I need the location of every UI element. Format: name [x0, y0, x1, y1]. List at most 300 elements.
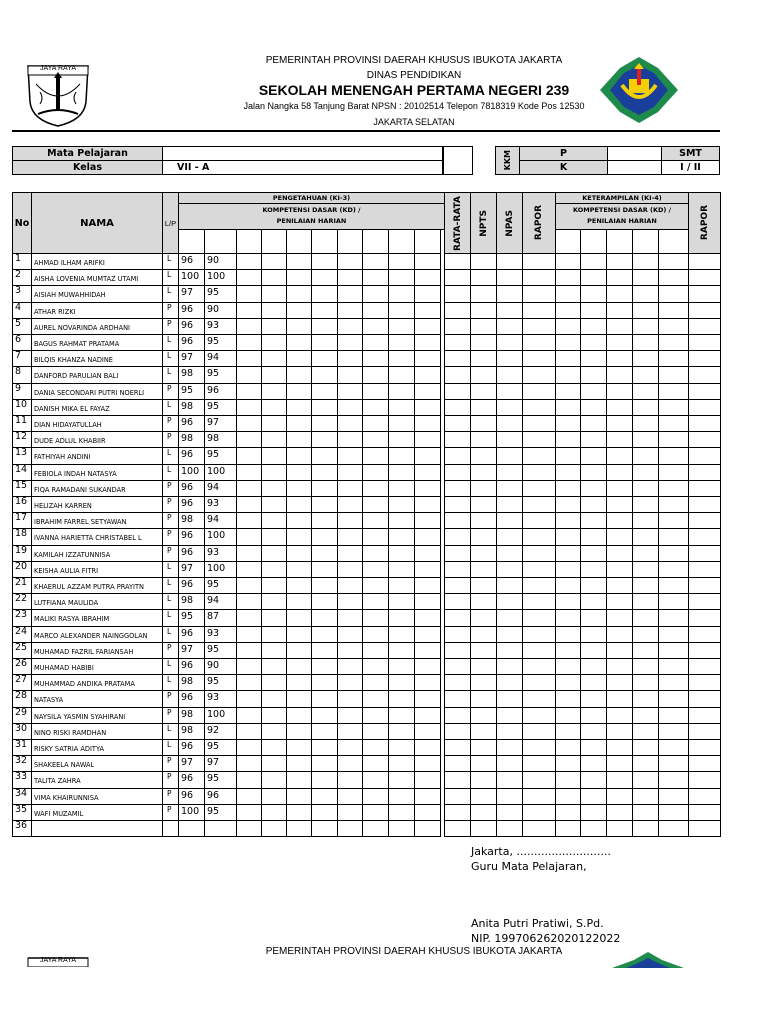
- ket-score-cell[interactable]: [658, 674, 689, 691]
- rapor-ki3-cell[interactable]: [522, 723, 556, 740]
- kd-score-cell[interactable]: [362, 512, 389, 529]
- kd-score-cell[interactable]: [236, 739, 262, 756]
- kd-score-cell[interactable]: [362, 690, 389, 708]
- kd-score-cell[interactable]: [236, 723, 262, 740]
- ket-score-cell[interactable]: [606, 674, 633, 691]
- rapor-ki3-cell[interactable]: [522, 464, 556, 481]
- npts-cell[interactable]: [470, 496, 497, 513]
- kd-score-cell[interactable]: 96: [178, 771, 205, 789]
- kd-score-cell[interactable]: [337, 318, 363, 335]
- kd-score-cell[interactable]: [311, 609, 338, 627]
- npts-cell[interactable]: [470, 723, 497, 740]
- npas-cell[interactable]: [496, 480, 523, 497]
- kd-score-cell[interactable]: [362, 496, 389, 513]
- npas-cell[interactable]: [496, 561, 523, 578]
- rapor-ki4-cell[interactable]: [688, 755, 721, 772]
- kd-score-cell[interactable]: 98: [178, 366, 205, 384]
- kd-score-cell[interactable]: [414, 820, 441, 837]
- kd-score-cell[interactable]: 96: [178, 690, 205, 708]
- kd-score-cell[interactable]: [337, 302, 363, 319]
- kd-score-cell[interactable]: [261, 545, 287, 562]
- kd-score-cell[interactable]: [261, 723, 287, 740]
- kd-score-cell[interactable]: [362, 545, 389, 562]
- ket-score-cell[interactable]: [555, 496, 581, 513]
- kd-score-cell[interactable]: [261, 788, 287, 805]
- ket-score-cell[interactable]: [658, 269, 689, 286]
- kd-score-cell[interactable]: 97: [178, 350, 205, 367]
- npas-cell[interactable]: [496, 350, 523, 367]
- npas-cell[interactable]: [496, 658, 523, 675]
- rata-rata-cell[interactable]: [444, 318, 471, 335]
- rapor-ki4-cell[interactable]: [688, 318, 721, 335]
- ket-score-cell[interactable]: [555, 285, 581, 303]
- npas-cell[interactable]: [496, 334, 523, 351]
- rata-rata-cell[interactable]: [444, 804, 471, 821]
- ket-score-cell[interactable]: [606, 480, 633, 497]
- kd-score-cell[interactable]: 95: [204, 771, 237, 789]
- kd-score-cell[interactable]: [261, 464, 287, 481]
- kd-score-cell[interactable]: 95: [178, 383, 205, 400]
- ket-score-cell[interactable]: [580, 626, 607, 643]
- kd-score-cell[interactable]: 93: [204, 496, 237, 513]
- rata-rata-cell[interactable]: [444, 269, 471, 286]
- kd-score-cell[interactable]: 97: [178, 561, 205, 578]
- ket-score-cell[interactable]: [606, 334, 633, 351]
- ket-score-cell[interactable]: [580, 334, 607, 351]
- kd-score-cell[interactable]: [261, 739, 287, 756]
- kd-score-cell[interactable]: [261, 269, 287, 286]
- kd-score-cell[interactable]: [337, 480, 363, 497]
- kd-score-cell[interactable]: [337, 253, 363, 270]
- rapor-ki4-cell[interactable]: [688, 690, 721, 708]
- kd-score-cell[interactable]: 100: [178, 804, 205, 821]
- kd-score-cell[interactable]: [311, 447, 338, 465]
- kd-score-cell[interactable]: 87: [204, 609, 237, 627]
- ket-score-cell[interactable]: [580, 642, 607, 659]
- rata-rata-cell[interactable]: [444, 820, 471, 837]
- ket-score-cell[interactable]: [658, 464, 689, 481]
- ket-score-cell[interactable]: [606, 528, 633, 546]
- ket-score-cell[interactable]: [658, 771, 689, 789]
- kd-score-cell[interactable]: [362, 609, 389, 627]
- kd-score-cell[interactable]: [388, 480, 415, 497]
- npts-cell[interactable]: [470, 593, 497, 610]
- kd-score-cell[interactable]: [236, 431, 262, 448]
- rapor-ki3-cell[interactable]: [522, 285, 556, 303]
- kd-score-cell[interactable]: [286, 626, 312, 643]
- kd-score-cell[interactable]: [236, 285, 262, 303]
- kd-score-cell[interactable]: [362, 285, 389, 303]
- ket-score-cell[interactable]: [580, 820, 607, 837]
- kd-score-cell[interactable]: [388, 415, 415, 432]
- ket-score-cell[interactable]: [632, 577, 659, 594]
- ket-score-cell[interactable]: [555, 674, 581, 691]
- kd-score-cell[interactable]: [362, 253, 389, 270]
- kd-score-cell[interactable]: [362, 707, 389, 724]
- ket-score-cell[interactable]: [658, 318, 689, 335]
- npts-cell[interactable]: [470, 464, 497, 481]
- npas-cell[interactable]: [496, 609, 523, 627]
- npas-cell[interactable]: [496, 253, 523, 270]
- kd-score-cell[interactable]: [236, 804, 262, 821]
- ket-score-cell[interactable]: [632, 771, 659, 789]
- npts-cell[interactable]: [470, 302, 497, 319]
- rapor-ki4-cell[interactable]: [688, 545, 721, 562]
- ket-score-cell[interactable]: [555, 447, 581, 465]
- kd-score-cell[interactable]: [362, 820, 389, 837]
- kd-score-cell[interactable]: [311, 366, 338, 384]
- kd-score-cell[interactable]: [236, 447, 262, 465]
- ket-score-cell[interactable]: [580, 755, 607, 772]
- ket-score-cell[interactable]: [606, 415, 633, 432]
- kd-score-cell[interactable]: [311, 642, 338, 659]
- ket-score-cell[interactable]: [580, 415, 607, 432]
- kd-score-cell[interactable]: [337, 366, 363, 384]
- rata-rata-cell[interactable]: [444, 399, 471, 416]
- rapor-ki4-cell[interactable]: [688, 528, 721, 546]
- rapor-ki3-cell[interactable]: [522, 447, 556, 465]
- kd-score-cell[interactable]: [337, 626, 363, 643]
- rata-rata-cell[interactable]: [444, 690, 471, 708]
- npas-cell[interactable]: [496, 739, 523, 756]
- rata-rata-cell[interactable]: [444, 788, 471, 805]
- kd-score-cell[interactable]: 96: [178, 528, 205, 546]
- kd-score-cell[interactable]: 96: [178, 739, 205, 756]
- kd-score-cell[interactable]: [414, 626, 441, 643]
- kkm-k-value[interactable]: [607, 160, 662, 175]
- npas-cell[interactable]: [496, 285, 523, 303]
- mata-pelajaran-value[interactable]: [162, 146, 443, 161]
- ket-score-cell[interactable]: [555, 480, 581, 497]
- npas-cell[interactable]: [496, 674, 523, 691]
- npas-cell[interactable]: [496, 399, 523, 416]
- kd-score-cell[interactable]: [337, 804, 363, 821]
- kd-score-cell[interactable]: [311, 480, 338, 497]
- ket-score-cell[interactable]: [632, 820, 659, 837]
- ket-score-cell[interactable]: [580, 285, 607, 303]
- ket-score-cell[interactable]: [606, 545, 633, 562]
- ket-score-cell[interactable]: [555, 788, 581, 805]
- rapor-ki3-cell[interactable]: [522, 707, 556, 724]
- rapor-ki3-cell[interactable]: [522, 771, 556, 789]
- ket-score-cell[interactable]: [632, 561, 659, 578]
- npas-cell[interactable]: [496, 642, 523, 659]
- kd-score-cell[interactable]: [414, 366, 441, 384]
- kd-score-cell[interactable]: [236, 690, 262, 708]
- rapor-ki4-cell[interactable]: [688, 269, 721, 286]
- kd-score-cell[interactable]: 100: [204, 528, 237, 546]
- kd-score-cell[interactable]: [414, 269, 441, 286]
- ket-score-cell[interactable]: [658, 480, 689, 497]
- rapor-ki3-cell[interactable]: [522, 269, 556, 286]
- kd-score-cell[interactable]: [236, 561, 262, 578]
- kd-score-cell[interactable]: 96: [204, 383, 237, 400]
- kd-score-cell[interactable]: [414, 658, 441, 675]
- ket-score-cell[interactable]: [555, 415, 581, 432]
- kd-score-cell[interactable]: [311, 545, 338, 562]
- ket-score-cell[interactable]: [606, 350, 633, 367]
- kd-score-cell[interactable]: [286, 366, 312, 384]
- npas-cell[interactable]: [496, 804, 523, 821]
- ket-score-cell[interactable]: [632, 755, 659, 772]
- kd-score-cell[interactable]: [388, 318, 415, 335]
- kd-score-cell[interactable]: [236, 399, 262, 416]
- ket-score-cell[interactable]: [658, 788, 689, 805]
- kd-score-cell[interactable]: [311, 561, 338, 578]
- ket-score-cell[interactable]: [555, 334, 581, 351]
- kd-score-cell[interactable]: [311, 674, 338, 691]
- kd-score-cell[interactable]: [337, 431, 363, 448]
- ket-score-cell[interactable]: [658, 366, 689, 384]
- ket-score-cell[interactable]: [580, 399, 607, 416]
- rapor-ki4-cell[interactable]: [688, 480, 721, 497]
- kd-score-cell[interactable]: [311, 464, 338, 481]
- kd-score-cell[interactable]: [261, 415, 287, 432]
- rapor-ki4-cell[interactable]: [688, 415, 721, 432]
- kd-score-cell[interactable]: 96: [178, 480, 205, 497]
- kd-score-cell[interactable]: [286, 593, 312, 610]
- ket-score-cell[interactable]: [580, 431, 607, 448]
- npas-cell[interactable]: [496, 447, 523, 465]
- kd-score-cell[interactable]: [261, 577, 287, 594]
- rapor-ki4-cell[interactable]: [688, 626, 721, 643]
- kd-score-cell[interactable]: 95: [204, 739, 237, 756]
- kd-score-cell[interactable]: [362, 366, 389, 384]
- kd-score-cell[interactable]: 100: [204, 561, 237, 578]
- rapor-ki3-cell[interactable]: [522, 593, 556, 610]
- kd-score-cell[interactable]: [236, 593, 262, 610]
- npts-cell[interactable]: [470, 253, 497, 270]
- kd-score-cell[interactable]: [236, 480, 262, 497]
- kd-score-cell[interactable]: [261, 383, 287, 400]
- ket-score-cell[interactable]: [580, 447, 607, 465]
- npas-cell[interactable]: [496, 269, 523, 286]
- rata-rata-cell[interactable]: [444, 480, 471, 497]
- kd-score-cell[interactable]: [414, 350, 441, 367]
- kd-score-cell[interactable]: [236, 496, 262, 513]
- kd-score-cell[interactable]: 97: [178, 285, 205, 303]
- kd-score-cell[interactable]: [362, 788, 389, 805]
- kd-score-cell[interactable]: [414, 431, 441, 448]
- kd-score-cell[interactable]: [388, 253, 415, 270]
- kd-score-cell[interactable]: [388, 577, 415, 594]
- kd-score-cell[interactable]: [362, 383, 389, 400]
- kd-score-cell[interactable]: 96: [204, 788, 237, 805]
- ket-score-cell[interactable]: [555, 464, 581, 481]
- kd-score-cell[interactable]: [362, 269, 389, 286]
- kd-score-cell[interactable]: 98: [178, 399, 205, 416]
- kd-score-cell[interactable]: [337, 609, 363, 627]
- rata-rata-cell[interactable]: [444, 593, 471, 610]
- rapor-ki4-cell[interactable]: [688, 285, 721, 303]
- kd-score-cell[interactable]: 90: [204, 658, 237, 675]
- ket-score-cell[interactable]: [580, 383, 607, 400]
- kd-score-cell[interactable]: 96: [178, 496, 205, 513]
- kd-score-cell[interactable]: [414, 447, 441, 465]
- kd-score-cell[interactable]: [236, 707, 262, 724]
- ket-score-cell[interactable]: [606, 804, 633, 821]
- kd-score-cell[interactable]: [286, 383, 312, 400]
- rata-rata-cell[interactable]: [444, 447, 471, 465]
- kd-score-cell[interactable]: [362, 399, 389, 416]
- kd-score-cell[interactable]: [337, 383, 363, 400]
- rapor-ki4-cell[interactable]: [688, 302, 721, 319]
- rata-rata-cell[interactable]: [444, 431, 471, 448]
- kd-score-cell[interactable]: [261, 496, 287, 513]
- ket-score-cell[interactable]: [658, 528, 689, 546]
- kd-score-cell[interactable]: [261, 771, 287, 789]
- kd-score-cell[interactable]: 95: [178, 609, 205, 627]
- rapor-ki3-cell[interactable]: [522, 642, 556, 659]
- ket-score-cell[interactable]: [632, 447, 659, 465]
- kd-score-cell[interactable]: [236, 383, 262, 400]
- kd-score-cell[interactable]: [261, 431, 287, 448]
- ket-score-cell[interactable]: [580, 804, 607, 821]
- kd-score-cell[interactable]: [261, 626, 287, 643]
- ket-score-cell[interactable]: [580, 788, 607, 805]
- ket-score-cell[interactable]: [606, 285, 633, 303]
- ket-score-cell[interactable]: [632, 642, 659, 659]
- ket-score-cell[interactable]: [606, 723, 633, 740]
- ket-score-cell[interactable]: [658, 658, 689, 675]
- rapor-ki3-cell[interactable]: [522, 415, 556, 432]
- kd-score-cell[interactable]: 94: [204, 593, 237, 610]
- kd-score-cell[interactable]: 93: [204, 690, 237, 708]
- kd-score-cell[interactable]: [261, 561, 287, 578]
- npas-cell[interactable]: [496, 383, 523, 400]
- kd-score-cell[interactable]: [388, 545, 415, 562]
- ket-score-cell[interactable]: [580, 269, 607, 286]
- kd-score-cell[interactable]: [337, 269, 363, 286]
- rapor-ki4-cell[interactable]: [688, 464, 721, 481]
- ket-score-cell[interactable]: [658, 399, 689, 416]
- npas-cell[interactable]: [496, 755, 523, 772]
- npas-cell[interactable]: [496, 771, 523, 789]
- ket-score-cell[interactable]: [632, 626, 659, 643]
- kd-score-cell[interactable]: 95: [204, 285, 237, 303]
- npts-cell[interactable]: [470, 804, 497, 821]
- ket-score-cell[interactable]: [606, 755, 633, 772]
- kd-score-cell[interactable]: [337, 674, 363, 691]
- kd-score-cell[interactable]: [414, 302, 441, 319]
- kd-score-cell[interactable]: [362, 723, 389, 740]
- rata-rata-cell[interactable]: [444, 658, 471, 675]
- kd-score-cell[interactable]: [362, 334, 389, 351]
- ket-score-cell[interactable]: [580, 771, 607, 789]
- kd-score-cell[interactable]: [414, 285, 441, 303]
- rapor-ki3-cell[interactable]: [522, 399, 556, 416]
- ket-score-cell[interactable]: [555, 609, 581, 627]
- kd-score-cell[interactable]: 93: [204, 318, 237, 335]
- rapor-ki3-cell[interactable]: [522, 626, 556, 643]
- kd-score-cell[interactable]: [261, 674, 287, 691]
- kd-score-cell[interactable]: [414, 804, 441, 821]
- kd-score-cell[interactable]: [388, 788, 415, 805]
- kd-score-cell[interactable]: [414, 690, 441, 708]
- kd-score-cell[interactable]: [362, 658, 389, 675]
- kd-score-cell[interactable]: 97: [178, 755, 205, 772]
- kd-score-cell[interactable]: [236, 674, 262, 691]
- kd-score-cell[interactable]: [362, 528, 389, 546]
- npts-cell[interactable]: [470, 658, 497, 675]
- ket-score-cell[interactable]: [632, 350, 659, 367]
- kd-score-cell[interactable]: [362, 755, 389, 772]
- kd-score-cell[interactable]: [261, 253, 287, 270]
- ket-score-cell[interactable]: [606, 788, 633, 805]
- kd-score-cell[interactable]: [286, 334, 312, 351]
- kkm-p-value[interactable]: [607, 146, 662, 161]
- kd-score-cell[interactable]: 90: [204, 253, 237, 270]
- rata-rata-cell[interactable]: [444, 415, 471, 432]
- rapor-ki3-cell[interactable]: [522, 383, 556, 400]
- ket-score-cell[interactable]: [658, 642, 689, 659]
- kd-score-cell[interactable]: [388, 302, 415, 319]
- rapor-ki3-cell[interactable]: [522, 528, 556, 546]
- rata-rata-cell[interactable]: [444, 512, 471, 529]
- kd-score-cell[interactable]: [388, 674, 415, 691]
- kd-score-cell[interactable]: [337, 658, 363, 675]
- rapor-ki4-cell[interactable]: [688, 577, 721, 594]
- kd-score-cell[interactable]: 96: [178, 545, 205, 562]
- ket-score-cell[interactable]: [632, 739, 659, 756]
- kd-score-cell[interactable]: 96: [178, 788, 205, 805]
- ket-score-cell[interactable]: [606, 658, 633, 675]
- ket-score-cell[interactable]: [606, 399, 633, 416]
- kd-score-cell[interactable]: [286, 674, 312, 691]
- npts-cell[interactable]: [470, 415, 497, 432]
- rata-rata-cell[interactable]: [444, 496, 471, 513]
- kd-score-cell[interactable]: 98: [178, 593, 205, 610]
- kd-score-cell[interactable]: [311, 415, 338, 432]
- ket-score-cell[interactable]: [606, 561, 633, 578]
- kd-score-cell[interactable]: [236, 771, 262, 789]
- ket-score-cell[interactable]: [606, 302, 633, 319]
- kd-score-cell[interactable]: [261, 350, 287, 367]
- rapor-ki4-cell[interactable]: [688, 609, 721, 627]
- npas-cell[interactable]: [496, 496, 523, 513]
- rapor-ki3-cell[interactable]: [522, 609, 556, 627]
- ket-score-cell[interactable]: [555, 739, 581, 756]
- kd-score-cell[interactable]: 100: [204, 464, 237, 481]
- kd-score-cell[interactable]: [388, 334, 415, 351]
- kd-score-cell[interactable]: 100: [204, 269, 237, 286]
- kd-score-cell[interactable]: [236, 755, 262, 772]
- kd-score-cell[interactable]: [388, 593, 415, 610]
- rapor-ki3-cell[interactable]: [522, 820, 556, 837]
- ket-score-cell[interactable]: [658, 577, 689, 594]
- kd-score-cell[interactable]: 90: [204, 302, 237, 319]
- rapor-ki4-cell[interactable]: [688, 771, 721, 789]
- kd-score-cell[interactable]: [286, 399, 312, 416]
- ket-score-cell[interactable]: [658, 302, 689, 319]
- kd-score-cell[interactable]: [414, 512, 441, 529]
- ket-score-cell[interactable]: [658, 820, 689, 837]
- rata-rata-cell[interactable]: [444, 350, 471, 367]
- ket-score-cell[interactable]: [580, 609, 607, 627]
- kd-score-cell[interactable]: [261, 480, 287, 497]
- kd-score-cell[interactable]: [388, 285, 415, 303]
- ket-score-cell[interactable]: [555, 512, 581, 529]
- kd-score-cell[interactable]: [414, 561, 441, 578]
- ket-score-cell[interactable]: [580, 593, 607, 610]
- kd-score-cell[interactable]: [261, 658, 287, 675]
- kd-score-cell[interactable]: 95: [204, 804, 237, 821]
- kd-score-cell[interactable]: [236, 253, 262, 270]
- rata-rata-cell[interactable]: [444, 707, 471, 724]
- kd-score-cell[interactable]: [388, 723, 415, 740]
- ket-score-cell[interactable]: [555, 593, 581, 610]
- kd-score-cell[interactable]: [204, 820, 237, 837]
